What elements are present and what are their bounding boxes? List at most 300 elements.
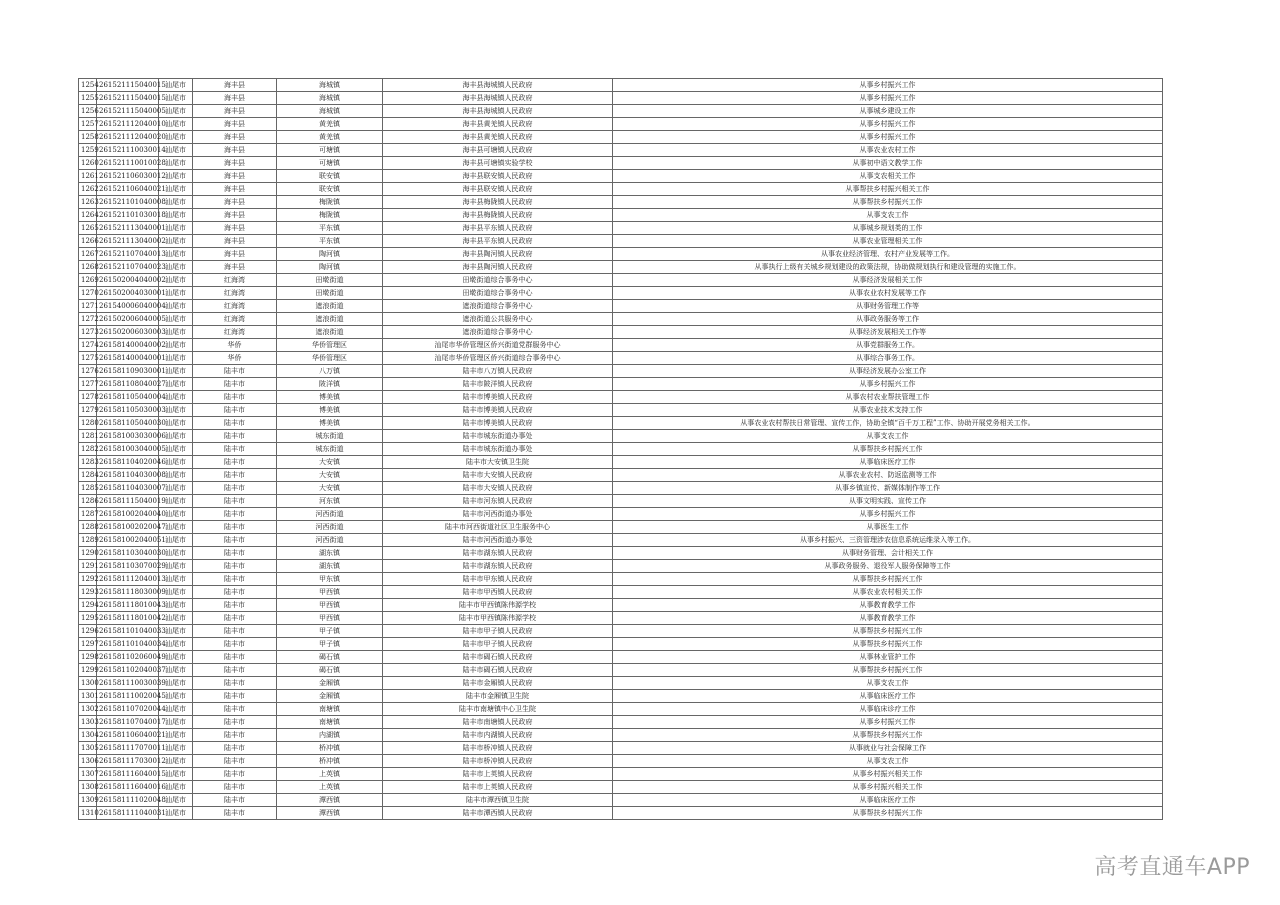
row-number-cell: 1263	[79, 196, 97, 209]
employer-cell: 陆丰市博美镇人民政府	[383, 404, 613, 417]
row-number-cell: 1272	[79, 313, 97, 326]
city-cell: 汕尾市	[159, 430, 193, 443]
employer-cell: 陆丰市河西街道办事处	[383, 534, 613, 547]
position-code-cell: 261581110030039	[97, 677, 159, 690]
town-cell: 河西街道	[277, 521, 383, 534]
job-listing-table	[78, 78, 1163, 820]
table-row	[79, 261, 1163, 274]
city-cell: 汕尾市	[159, 534, 193, 547]
employer-cell: 陆丰市博美镇人民政府	[383, 391, 613, 404]
county-cell: 陆丰市	[193, 456, 277, 469]
city-cell: 汕尾市	[159, 703, 193, 716]
row-number-cell: 1310	[79, 807, 97, 820]
town-cell: 南塘镇	[277, 703, 383, 716]
position-code-cell: 261521110030014	[97, 144, 159, 157]
city-cell: 汕尾市	[159, 781, 193, 794]
employer-cell: 田墘街道综合事务中心	[383, 287, 613, 300]
county-cell: 陆丰市	[193, 716, 277, 729]
town-cell: 大安镇	[277, 482, 383, 495]
town-cell: 金厢镇	[277, 677, 383, 690]
table-row	[79, 170, 1163, 183]
position-code-cell: 261521106040021	[97, 183, 159, 196]
employer-cell: 遮浪街道公共服务中心	[383, 313, 613, 326]
row-number-cell: 1267	[79, 248, 97, 261]
town-cell: 大安镇	[277, 456, 383, 469]
row-number-cell: 1294	[79, 599, 97, 612]
county-cell: 海丰县	[193, 235, 277, 248]
city-cell: 汕尾市	[159, 313, 193, 326]
county-cell: 红海湾	[193, 313, 277, 326]
town-cell: 上英镇	[277, 768, 383, 781]
city-cell: 汕尾市	[159, 118, 193, 131]
town-cell: 金厢镇	[277, 690, 383, 703]
town-cell: 梅陇镇	[277, 196, 383, 209]
county-cell: 陆丰市	[193, 781, 277, 794]
county-cell: 海丰县	[193, 79, 277, 92]
position-code-cell: 261581112040013	[97, 573, 159, 586]
city-cell: 汕尾市	[159, 482, 193, 495]
job-description-cell: 从事帮扶乡村振兴工作	[613, 443, 1163, 456]
position-code-cell: 261502006030003	[97, 326, 159, 339]
position-code-cell: 261581101040033	[97, 625, 159, 638]
table-row	[79, 157, 1163, 170]
employer-cell: 陆丰市碣石镇人民政府	[383, 664, 613, 677]
employer-cell: 陆丰市甲西镇陈伟源学校	[383, 612, 613, 625]
county-cell: 海丰县	[193, 261, 277, 274]
row-number-cell: 1277	[79, 378, 97, 391]
town-cell: 城东街道	[277, 443, 383, 456]
table-row	[79, 482, 1163, 495]
city-cell: 汕尾市	[159, 222, 193, 235]
city-cell: 汕尾市	[159, 274, 193, 287]
county-cell: 陆丰市	[193, 768, 277, 781]
town-cell: 可塘镇	[277, 144, 383, 157]
position-code-cell: 261581117030012	[97, 755, 159, 768]
row-number-cell: 1305	[79, 742, 97, 755]
table-row	[79, 105, 1163, 118]
job-description-cell: 从事帮扶乡村振兴工作	[613, 196, 1163, 209]
county-cell: 红海湾	[193, 274, 277, 287]
town-cell: 陶河镇	[277, 261, 383, 274]
job-description-cell: 从事乡村振兴工作	[613, 378, 1163, 391]
county-cell: 陆丰市	[193, 794, 277, 807]
county-cell: 陆丰市	[193, 430, 277, 443]
city-cell: 汕尾市	[159, 508, 193, 521]
position-code-cell: 261502006040005	[97, 313, 159, 326]
table-row	[79, 638, 1163, 651]
table-row	[79, 560, 1163, 573]
employer-cell: 海丰县黄羌镇人民政府	[383, 131, 613, 144]
position-code-cell: 261581117070011	[97, 742, 159, 755]
county-cell: 陆丰市	[193, 443, 277, 456]
row-number-cell: 1286	[79, 495, 97, 508]
employer-cell: 陆丰市金厢镇人民政府	[383, 677, 613, 690]
watermark: 高考直通车APP	[1094, 855, 1250, 880]
position-code-cell: 261521115040005	[97, 105, 159, 118]
position-code-cell: 261581400040002	[97, 339, 159, 352]
job-description-cell: 从事帮扶乡村振兴工作	[613, 664, 1163, 677]
row-number-cell: 1295	[79, 612, 97, 625]
employer-cell: 陆丰市陂洋镇人民政府	[383, 378, 613, 391]
employer-cell: 海丰县黄羌镇人民政府	[383, 118, 613, 131]
position-code-cell: 261581003030006	[97, 430, 159, 443]
position-code-cell: 261581118010042	[97, 612, 159, 625]
city-cell: 汕尾市	[159, 495, 193, 508]
town-cell: 八万镇	[277, 365, 383, 378]
city-cell: 汕尾市	[159, 690, 193, 703]
city-cell: 汕尾市	[159, 326, 193, 339]
employer-cell: 陆丰市甲东镇人民政府	[383, 573, 613, 586]
table-row	[79, 508, 1163, 521]
town-cell: 黄羌镇	[277, 131, 383, 144]
row-number-cell: 1280	[79, 417, 97, 430]
row-number-cell: 1296	[79, 625, 97, 638]
position-code-cell: 261581104030007	[97, 482, 159, 495]
city-cell: 汕尾市	[159, 183, 193, 196]
position-code-cell: 261581104030008	[97, 469, 159, 482]
job-description-cell: 从事医生工作	[613, 521, 1163, 534]
job-description-cell: 从事乡村振兴工作	[613, 118, 1163, 131]
job-description-cell: 从事帮扶乡村振兴工作	[613, 625, 1163, 638]
job-description-cell: 从事临床医疗工作	[613, 794, 1163, 807]
county-cell: 陆丰市	[193, 703, 277, 716]
position-code-cell: 261502004030001	[97, 287, 159, 300]
job-description-cell: 从事农业技术支持工作	[613, 404, 1163, 417]
job-description-cell: 从事支农相关工作	[613, 170, 1163, 183]
city-cell: 汕尾市	[159, 547, 193, 560]
table-row	[79, 326, 1163, 339]
county-cell: 陆丰市	[193, 469, 277, 482]
job-description-cell: 从事帮扶乡村振兴工作	[613, 729, 1163, 742]
county-cell: 红海湾	[193, 287, 277, 300]
position-code-cell: 261521112040010	[97, 118, 159, 131]
city-cell: 汕尾市	[159, 196, 193, 209]
town-cell: 黄羌镇	[277, 118, 383, 131]
city-cell: 汕尾市	[159, 443, 193, 456]
county-cell: 陆丰市	[193, 547, 277, 560]
city-cell: 汕尾市	[159, 378, 193, 391]
employer-cell: 陆丰市内湖镇人民政府	[383, 729, 613, 742]
position-code-cell: 261581103070029	[97, 560, 159, 573]
job-description-cell: 从事帮扶乡村振兴工作	[613, 638, 1163, 651]
employer-cell: 陆丰市上英镇人民政府	[383, 781, 613, 794]
position-code-cell: 261581108040027	[97, 378, 159, 391]
position-code-cell: 261581118010043	[97, 599, 159, 612]
town-cell: 平东镇	[277, 222, 383, 235]
position-code-cell: 261581103040030	[97, 547, 159, 560]
city-cell: 汕尾市	[159, 677, 193, 690]
table-row	[79, 807, 1163, 820]
row-number-cell: 1256	[79, 105, 97, 118]
position-code-cell: 261521101040008	[97, 196, 159, 209]
position-code-cell: 261521106030012	[97, 170, 159, 183]
table-row	[79, 742, 1163, 755]
position-code-cell: 261581109030001	[97, 365, 159, 378]
town-cell: 田墘街道	[277, 287, 383, 300]
table-row	[79, 495, 1163, 508]
county-cell: 陆丰市	[193, 677, 277, 690]
job-description-cell: 从事就业与社会保障工作	[613, 742, 1163, 755]
position-code-cell: 261581106040021	[97, 729, 159, 742]
row-number-cell: 1298	[79, 651, 97, 664]
employer-cell: 汕尾市华侨管理区侨兴街道综合事务中心	[383, 352, 613, 365]
county-cell: 陆丰市	[193, 586, 277, 599]
county-cell: 海丰县	[193, 209, 277, 222]
county-cell: 陆丰市	[193, 573, 277, 586]
town-cell: 南塘镇	[277, 716, 383, 729]
town-cell: 城东街道	[277, 430, 383, 443]
employer-cell: 陆丰市城东街道办事处	[383, 443, 613, 456]
job-description-cell: 从事初中语文教学工作	[613, 157, 1163, 170]
job-description-cell: 从事乡村振兴工作	[613, 79, 1163, 92]
town-cell: 田墘街道	[277, 274, 383, 287]
job-description-cell: 从事农业农村发展等工作	[613, 287, 1163, 300]
table-row	[79, 781, 1163, 794]
table-row	[79, 196, 1163, 209]
city-cell: 汕尾市	[159, 300, 193, 313]
row-number-cell: 1259	[79, 144, 97, 157]
row-number-cell: 1300	[79, 677, 97, 690]
town-cell: 华侨管理区	[277, 352, 383, 365]
row-number-cell: 1258	[79, 131, 97, 144]
job-description-cell: 从事乡村振兴相关工作	[613, 768, 1163, 781]
employer-cell: 海丰县可塘镇人民政府	[383, 144, 613, 157]
position-code-cell: 261581002020047	[97, 521, 159, 534]
row-number-cell: 1289	[79, 534, 97, 547]
job-description-cell: 从事临床诊疗工作	[613, 703, 1163, 716]
town-cell: 陶河镇	[277, 248, 383, 261]
row-number-cell: 1269	[79, 274, 97, 287]
job-description-cell: 从事经济发展办公室工作	[613, 365, 1163, 378]
table-row	[79, 430, 1163, 443]
city-cell: 汕尾市	[159, 755, 193, 768]
employer-cell: 田墘街道综合事务中心	[383, 274, 613, 287]
city-cell: 汕尾市	[159, 248, 193, 261]
row-number-cell: 1279	[79, 404, 97, 417]
job-description-cell: 从事支农工作	[613, 430, 1163, 443]
row-number-cell: 1291	[79, 560, 97, 573]
county-cell: 陆丰市	[193, 534, 277, 547]
county-cell: 陆丰市	[193, 482, 277, 495]
row-number-cell: 1306	[79, 755, 97, 768]
job-description-cell: 从事乡村振兴、三资管理涉农信息系统运维录入等工作。	[613, 534, 1163, 547]
table-row	[79, 703, 1163, 716]
position-code-cell: 261521115040015	[97, 79, 159, 92]
table-row	[79, 573, 1163, 586]
county-cell: 海丰县	[193, 222, 277, 235]
table-row	[79, 586, 1163, 599]
employer-cell: 海丰县联安镇人民政府	[383, 170, 613, 183]
position-code-cell: 261521110010028	[97, 157, 159, 170]
row-number-cell: 1261	[79, 170, 97, 183]
row-number-cell: 1282	[79, 443, 97, 456]
town-cell: 潭西镇	[277, 794, 383, 807]
row-number-cell: 1264	[79, 209, 97, 222]
job-description-cell: 从事执行上级有关城乡规划建设的政策法规，协助做规划执行和建设管理的实施工作。	[613, 261, 1163, 274]
table-row	[79, 339, 1163, 352]
row-number-cell: 1290	[79, 547, 97, 560]
employer-cell: 海丰县平东镇人民政府	[383, 222, 613, 235]
city-cell: 汕尾市	[159, 664, 193, 677]
county-cell: 陆丰市	[193, 742, 277, 755]
employer-cell: 陆丰市碣石镇人民政府	[383, 651, 613, 664]
town-cell: 甲西镇	[277, 586, 383, 599]
job-description-cell: 从事乡村振兴工作	[613, 716, 1163, 729]
row-number-cell: 1288	[79, 521, 97, 534]
city-cell: 汕尾市	[159, 287, 193, 300]
town-cell: 内湖镇	[277, 729, 383, 742]
county-cell: 红海湾	[193, 300, 277, 313]
town-cell: 湖东镇	[277, 560, 383, 573]
town-cell: 桥冲镇	[277, 755, 383, 768]
table-row	[79, 404, 1163, 417]
job-description-cell: 从事财务管理工作等	[613, 300, 1163, 313]
employer-cell: 陆丰市潭西镇人民政府	[383, 807, 613, 820]
row-number-cell: 1284	[79, 469, 97, 482]
table-row	[79, 534, 1163, 547]
county-cell: 海丰县	[193, 131, 277, 144]
row-number-cell: 1281	[79, 430, 97, 443]
position-code-cell: 261521113040002	[97, 235, 159, 248]
job-description-cell: 从事政务服务、退役军人服务保障等工作	[613, 560, 1163, 573]
town-cell: 博美镇	[277, 417, 383, 430]
table-row	[79, 677, 1163, 690]
row-number-cell: 1257	[79, 118, 97, 131]
county-cell: 陆丰市	[193, 729, 277, 742]
table-row	[79, 313, 1163, 326]
town-cell: 甲西镇	[277, 599, 383, 612]
employer-cell: 陆丰市八万镇人民政府	[383, 365, 613, 378]
employer-cell: 海丰县陶河镇人民政府	[383, 248, 613, 261]
county-cell: 陆丰市	[193, 378, 277, 391]
position-code-cell: 261581102060049	[97, 651, 159, 664]
county-cell: 陆丰市	[193, 651, 277, 664]
county-cell: 陆丰市	[193, 365, 277, 378]
employer-cell: 遮浪街道综合事务中心	[383, 300, 613, 313]
position-code-cell: 261581118030009	[97, 586, 159, 599]
city-cell: 汕尾市	[159, 456, 193, 469]
employer-cell: 陆丰市河西街道办事处	[383, 508, 613, 521]
row-number-cell: 1254	[79, 79, 97, 92]
town-cell: 海城镇	[277, 79, 383, 92]
position-code-cell: 261581107020044	[97, 703, 159, 716]
job-description-cell: 从事经济发展相关工作等	[613, 326, 1163, 339]
city-cell: 汕尾市	[159, 807, 193, 820]
employer-cell: 陆丰市金厢镇卫生院	[383, 690, 613, 703]
job-description-cell: 从事帮扶乡村振兴工作	[613, 807, 1163, 820]
county-cell: 红海湾	[193, 326, 277, 339]
employer-cell: 陆丰市甲西镇人民政府	[383, 586, 613, 599]
employer-cell: 陆丰市河西街道社区卫生服务中心	[383, 521, 613, 534]
table-body	[79, 79, 1163, 820]
city-cell: 汕尾市	[159, 599, 193, 612]
row-number-cell: 1309	[79, 794, 97, 807]
row-number-cell: 1301	[79, 690, 97, 703]
job-description-cell: 从事党群服务工作。	[613, 339, 1163, 352]
job-description-cell: 从事农业农村、防返监测等工作	[613, 469, 1163, 482]
job-description-cell: 从事农业经济管理、农村产业发展等工作。	[613, 248, 1163, 261]
county-cell: 海丰县	[193, 183, 277, 196]
employer-cell: 陆丰市南塘镇中心卫生院	[383, 703, 613, 716]
county-cell: 陆丰市	[193, 638, 277, 651]
town-cell: 陂洋镇	[277, 378, 383, 391]
city-cell: 汕尾市	[159, 365, 193, 378]
town-cell: 博美镇	[277, 391, 383, 404]
row-number-cell: 1265	[79, 222, 97, 235]
job-description-cell: 从事帮扶乡村振兴工作	[613, 573, 1163, 586]
position-code-cell: 261581110020045	[97, 690, 159, 703]
job-description-cell: 从事文明实践、宣传工作	[613, 495, 1163, 508]
job-description-cell: 从事乡村振兴相关工作	[613, 781, 1163, 794]
table-row	[79, 352, 1163, 365]
row-number-cell: 1276	[79, 365, 97, 378]
city-cell: 汕尾市	[159, 404, 193, 417]
town-cell: 桥冲镇	[277, 742, 383, 755]
employer-cell: 陆丰市湖东镇人民政府	[383, 560, 613, 573]
row-number-cell: 1287	[79, 508, 97, 521]
employer-cell: 海丰县可塘镇实验学校	[383, 157, 613, 170]
job-description-cell: 从事政务服务等工作	[613, 313, 1163, 326]
position-code-cell: 261581116040015	[97, 768, 159, 781]
job-description-cell: 从事支农工作	[613, 755, 1163, 768]
town-cell: 甲东镇	[277, 573, 383, 586]
position-code-cell: 261581107040017	[97, 716, 159, 729]
town-cell: 博美镇	[277, 404, 383, 417]
row-number-cell: 1303	[79, 716, 97, 729]
row-number-cell: 1283	[79, 456, 97, 469]
table-row	[79, 235, 1163, 248]
table-row	[79, 248, 1163, 261]
city-cell: 汕尾市	[159, 742, 193, 755]
job-description-cell: 从事城乡规划类的工作	[613, 222, 1163, 235]
city-cell: 汕尾市	[159, 352, 193, 365]
city-cell: 汕尾市	[159, 391, 193, 404]
job-description-cell: 从事支农工作	[613, 209, 1163, 222]
job-description-cell: 从事城乡建设工作	[613, 105, 1163, 118]
employer-cell: 陆丰市河东镇人民政府	[383, 495, 613, 508]
table-row	[79, 456, 1163, 469]
city-cell: 汕尾市	[159, 235, 193, 248]
city-cell: 汕尾市	[159, 716, 193, 729]
city-cell: 汕尾市	[159, 573, 193, 586]
city-cell: 汕尾市	[159, 768, 193, 781]
position-code-cell: 261581116040016	[97, 781, 159, 794]
table-row	[79, 417, 1163, 430]
position-code-cell: 261581115040019	[97, 495, 159, 508]
table-row	[79, 768, 1163, 781]
job-description-cell: 从事农业农村帮扶日常管理、宣传工作，协助全镇“百千万工程”工作、协助开展党务相关工作。	[613, 417, 1163, 430]
position-code-cell: 261540006040004	[97, 300, 159, 313]
employer-cell: 陆丰市桥冲镇人民政府	[383, 755, 613, 768]
table-row	[79, 664, 1163, 677]
job-description-cell: 从事农业农村相关工作	[613, 586, 1163, 599]
employer-cell: 陆丰市上英镇人民政府	[383, 768, 613, 781]
employer-cell: 陆丰市湖东镇人民政府	[383, 547, 613, 560]
employer-cell: 陆丰市城东街道办事处	[383, 430, 613, 443]
position-code-cell: 261581105030003	[97, 404, 159, 417]
employer-cell: 海丰县平东镇人民政府	[383, 235, 613, 248]
table-row	[79, 79, 1163, 92]
city-cell: 汕尾市	[159, 105, 193, 118]
job-description-cell: 从事经济发展相关工作	[613, 274, 1163, 287]
town-cell: 碣石镇	[277, 651, 383, 664]
town-cell: 遮浪街道	[277, 313, 383, 326]
table-row	[79, 690, 1163, 703]
county-cell: 海丰县	[193, 196, 277, 209]
table-row	[79, 599, 1163, 612]
table-row	[79, 131, 1163, 144]
row-number-cell: 1278	[79, 391, 97, 404]
